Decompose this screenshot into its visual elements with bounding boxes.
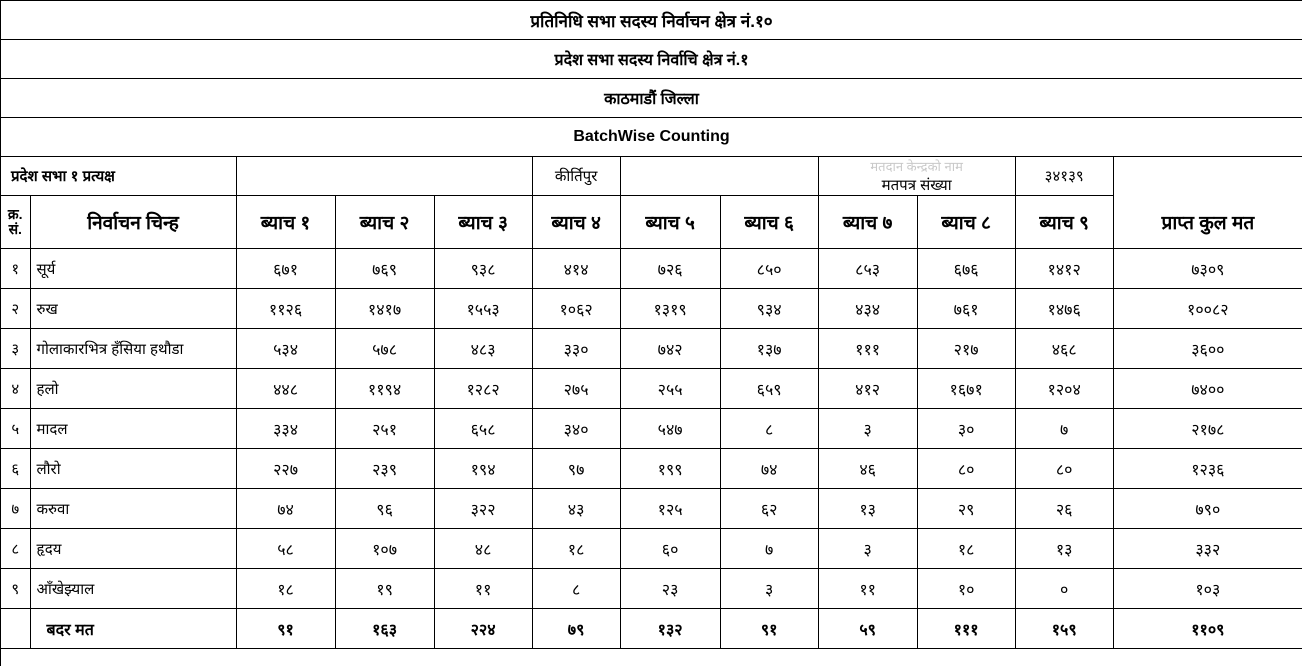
row-total: ३६०० bbox=[1113, 329, 1302, 369]
row-serial: ५ bbox=[1, 409, 30, 449]
row-batch-9: ० bbox=[1015, 569, 1113, 609]
row-batch-2: ९६ bbox=[335, 489, 434, 529]
row-batch-9: ४६८ bbox=[1015, 329, 1113, 369]
col-batch-1: ब्याच १ bbox=[236, 196, 335, 249]
invalid-batch-1: ९१ bbox=[236, 609, 335, 649]
row-batch-5: १३१९ bbox=[620, 289, 720, 329]
row-symbol: सूर्य bbox=[30, 249, 236, 289]
row-total: ३३२ bbox=[1113, 529, 1302, 569]
invalid-batch-4: ७९ bbox=[532, 609, 620, 649]
header-line-4: BatchWise Counting bbox=[1, 118, 1302, 157]
row-batch-6: ९३४ bbox=[720, 289, 818, 329]
row-batch-6: ७ bbox=[720, 529, 818, 569]
row-batch-2: १०७ bbox=[335, 529, 434, 569]
row-batch-2: ५७८ bbox=[335, 329, 434, 369]
meta-blank-1 bbox=[236, 157, 532, 196]
row-batch-2: १४१७ bbox=[335, 289, 434, 329]
invalid-batch-6: ९१ bbox=[720, 609, 818, 649]
table-row bbox=[1, 569, 1302, 609]
table-row bbox=[1, 369, 1302, 409]
row-batch-4: ८ bbox=[532, 569, 620, 609]
table-row bbox=[1, 249, 1302, 289]
row-batch-9: १२०४ bbox=[1015, 369, 1113, 409]
row-batch-7: ८५३ bbox=[818, 249, 917, 289]
row-batch-2: ७६९ bbox=[335, 249, 434, 289]
row-batch-5: १२५ bbox=[620, 489, 720, 529]
invalid-batch-8: १११ bbox=[917, 609, 1015, 649]
row-total: १०३ bbox=[1113, 569, 1302, 609]
row-batch-3: १५५३ bbox=[434, 289, 532, 329]
row-total: ७९० bbox=[1113, 489, 1302, 529]
row-batch-4: ४३ bbox=[532, 489, 620, 529]
row-batch-6: ६५९ bbox=[720, 369, 818, 409]
meta-row bbox=[1, 157, 1302, 196]
row-batch-6: ७४ bbox=[720, 449, 818, 489]
table-row bbox=[1, 409, 1302, 449]
ballot-label-text: मतपत्र संख्या bbox=[881, 177, 952, 194]
row-symbol: गोलाकारभित्र हँसिया हथौडा bbox=[30, 329, 236, 369]
row-batch-9: १४७६ bbox=[1015, 289, 1113, 329]
row-batch-8: १८ bbox=[917, 529, 1015, 569]
row-symbol: रुख bbox=[30, 289, 236, 329]
row-batch-9: ७ bbox=[1015, 409, 1113, 449]
header-row-2 bbox=[1, 40, 1302, 79]
row-batch-9: ८० bbox=[1015, 449, 1113, 489]
table-row bbox=[1, 449, 1302, 489]
row-symbol: हृदय bbox=[30, 529, 236, 569]
invalid-batch-5: १३२ bbox=[620, 609, 720, 649]
row-batch-1: ५३४ bbox=[236, 329, 335, 369]
row-batch-6: १३७ bbox=[720, 329, 818, 369]
row-batch-5: ७२६ bbox=[620, 249, 720, 289]
invalid-label: बदर मत bbox=[30, 609, 236, 649]
row-batch-9: १४१२ bbox=[1015, 249, 1113, 289]
header-line-1: प्रतिनिधि सभा सदस्य निर्वाचन क्षेत्र नं.१० bbox=[1, 1, 1302, 40]
report-title: प्रदेश सभा १ प्रत्यक्ष bbox=[1, 157, 236, 196]
row-batch-7: ३ bbox=[818, 409, 917, 449]
row-batch-1: ६७१ bbox=[236, 249, 335, 289]
row-batch-5: ६० bbox=[620, 529, 720, 569]
col-batch-3: ब्याच ३ bbox=[434, 196, 532, 249]
row-batch-8: १६७१ bbox=[917, 369, 1015, 409]
row-total: ७३०९ bbox=[1113, 249, 1302, 289]
row-batch-4: २७५ bbox=[532, 369, 620, 409]
table-row bbox=[1, 529, 1302, 569]
col-serial: क्र. सं. bbox=[1, 196, 30, 249]
meta-blank-2 bbox=[620, 157, 818, 196]
invalid-batch-9: १५९ bbox=[1015, 609, 1113, 649]
col-batch-8: ब्याच ८ bbox=[917, 196, 1015, 249]
row-batch-3: ६५८ bbox=[434, 409, 532, 449]
row-batch-3: ९३८ bbox=[434, 249, 532, 289]
col-batch-5: ब्याच ५ bbox=[620, 196, 720, 249]
row-batch-8: १० bbox=[917, 569, 1015, 609]
row-batch-2: २३९ bbox=[335, 449, 434, 489]
row-batch-1: ३३४ bbox=[236, 409, 335, 449]
row-batch-4: ३४० bbox=[532, 409, 620, 449]
row-batch-7: ४३४ bbox=[818, 289, 917, 329]
col-batch-4: ब्याच ४ bbox=[532, 196, 620, 249]
table-row bbox=[1, 489, 1302, 529]
row-serial: ६ bbox=[1, 449, 30, 489]
row-batch-4: १८ bbox=[532, 529, 620, 569]
row-batch-3: ४८ bbox=[434, 529, 532, 569]
row-batch-8: २१७ bbox=[917, 329, 1015, 369]
header-row-4 bbox=[1, 118, 1302, 157]
row-batch-7: ३ bbox=[818, 529, 917, 569]
row-batch-1: ७४ bbox=[236, 489, 335, 529]
row-batch-3: १२८२ bbox=[434, 369, 532, 409]
header-line-3: काठमाडौं जिल्ला bbox=[1, 79, 1302, 118]
row-batch-2: ११९४ bbox=[335, 369, 434, 409]
row-serial: ८ bbox=[1, 529, 30, 569]
header-line-2: प्रदेश सभा सदस्य निर्वाचि क्षेत्र नं.१ bbox=[1, 40, 1302, 79]
invalid-votes-row bbox=[1, 609, 1302, 649]
row-batch-4: ४१४ bbox=[532, 249, 620, 289]
center-name: कीर्तिपुर bbox=[532, 157, 620, 196]
row-total: १२३६ bbox=[1113, 449, 1302, 489]
row-batch-7: ११ bbox=[818, 569, 917, 609]
column-header-row bbox=[1, 196, 1302, 249]
row-batch-1: २२७ bbox=[236, 449, 335, 489]
ballot-count-label bbox=[818, 157, 1015, 196]
invalid-total: ११०९ bbox=[1113, 609, 1302, 649]
row-batch-7: ४६ bbox=[818, 449, 917, 489]
row-symbol: मादल bbox=[30, 409, 236, 449]
table-row bbox=[1, 289, 1302, 329]
row-batch-3: ११ bbox=[434, 569, 532, 609]
row-batch-8: २९ bbox=[917, 489, 1015, 529]
row-batch-6: ६२ bbox=[720, 489, 818, 529]
row-serial: ७ bbox=[1, 489, 30, 529]
row-batch-4: ९७ bbox=[532, 449, 620, 489]
row-batch-7: १३ bbox=[818, 489, 917, 529]
invalid-batch-3: २२४ bbox=[434, 609, 532, 649]
row-batch-4: ३३० bbox=[532, 329, 620, 369]
row-batch-5: ५४७ bbox=[620, 409, 720, 449]
row-batch-1: १८ bbox=[236, 569, 335, 609]
row-batch-8: ८० bbox=[917, 449, 1015, 489]
row-batch-7: १११ bbox=[818, 329, 917, 369]
polling-center-faint-label: मतदान केन्द्रको नाम bbox=[870, 159, 963, 174]
counting-table bbox=[1, 1, 1302, 649]
row-batch-8: ६७६ bbox=[917, 249, 1015, 289]
row-symbol: आँखेझ्याल bbox=[30, 569, 236, 609]
row-batch-5: २५५ bbox=[620, 369, 720, 409]
col-symbol: निर्वाचन चिन्ह bbox=[30, 196, 236, 249]
col-batch-2: ब्याच २ bbox=[335, 196, 434, 249]
row-batch-6: ८ bbox=[720, 409, 818, 449]
row-batch-5: ७४२ bbox=[620, 329, 720, 369]
row-batch-1: ४४८ bbox=[236, 369, 335, 409]
row-batch-8: ३० bbox=[917, 409, 1015, 449]
header-row-3 bbox=[1, 79, 1302, 118]
row-batch-1: ११२६ bbox=[236, 289, 335, 329]
row-batch-6: ८५० bbox=[720, 249, 818, 289]
table-row bbox=[1, 329, 1302, 369]
row-symbol: हलो bbox=[30, 369, 236, 409]
row-serial: ९ bbox=[1, 569, 30, 609]
row-total: २१७८ bbox=[1113, 409, 1302, 449]
row-batch-9: १३ bbox=[1015, 529, 1113, 569]
invalid-batch-7: ५९ bbox=[818, 609, 917, 649]
row-symbol: लौरो bbox=[30, 449, 236, 489]
row-batch-7: ४१२ bbox=[818, 369, 917, 409]
row-batch-3: १९४ bbox=[434, 449, 532, 489]
row-batch-4: १०६२ bbox=[532, 289, 620, 329]
row-batch-9: २६ bbox=[1015, 489, 1113, 529]
row-batch-8: ७६१ bbox=[917, 289, 1015, 329]
row-batch-5: २३ bbox=[620, 569, 720, 609]
row-serial: १ bbox=[1, 249, 30, 289]
invalid-serial bbox=[1, 609, 30, 649]
col-total: प्राप्त कुल मत bbox=[1113, 196, 1302, 249]
row-serial: ३ bbox=[1, 329, 30, 369]
header-row-1 bbox=[1, 1, 1302, 40]
row-batch-3: ४८३ bbox=[434, 329, 532, 369]
row-serial: ४ bbox=[1, 369, 30, 409]
col-batch-9: ब्याच ९ bbox=[1015, 196, 1113, 249]
row-symbol: करुवा bbox=[30, 489, 236, 529]
row-total: १००८२ bbox=[1113, 289, 1302, 329]
row-batch-2: १९ bbox=[335, 569, 434, 609]
row-batch-6: ३ bbox=[720, 569, 818, 609]
row-batch-2: २५१ bbox=[335, 409, 434, 449]
row-batch-3: ३२२ bbox=[434, 489, 532, 529]
row-total: ७४०० bbox=[1113, 369, 1302, 409]
col-batch-6: ब्याच ६ bbox=[720, 196, 818, 249]
col-batch-7: ब्याच ७ bbox=[818, 196, 917, 249]
row-serial: २ bbox=[1, 289, 30, 329]
ballot-count-value: ३४१३९ bbox=[1015, 157, 1113, 196]
invalid-batch-2: १६३ bbox=[335, 609, 434, 649]
row-batch-1: ५८ bbox=[236, 529, 335, 569]
row-batch-5: १९९ bbox=[620, 449, 720, 489]
